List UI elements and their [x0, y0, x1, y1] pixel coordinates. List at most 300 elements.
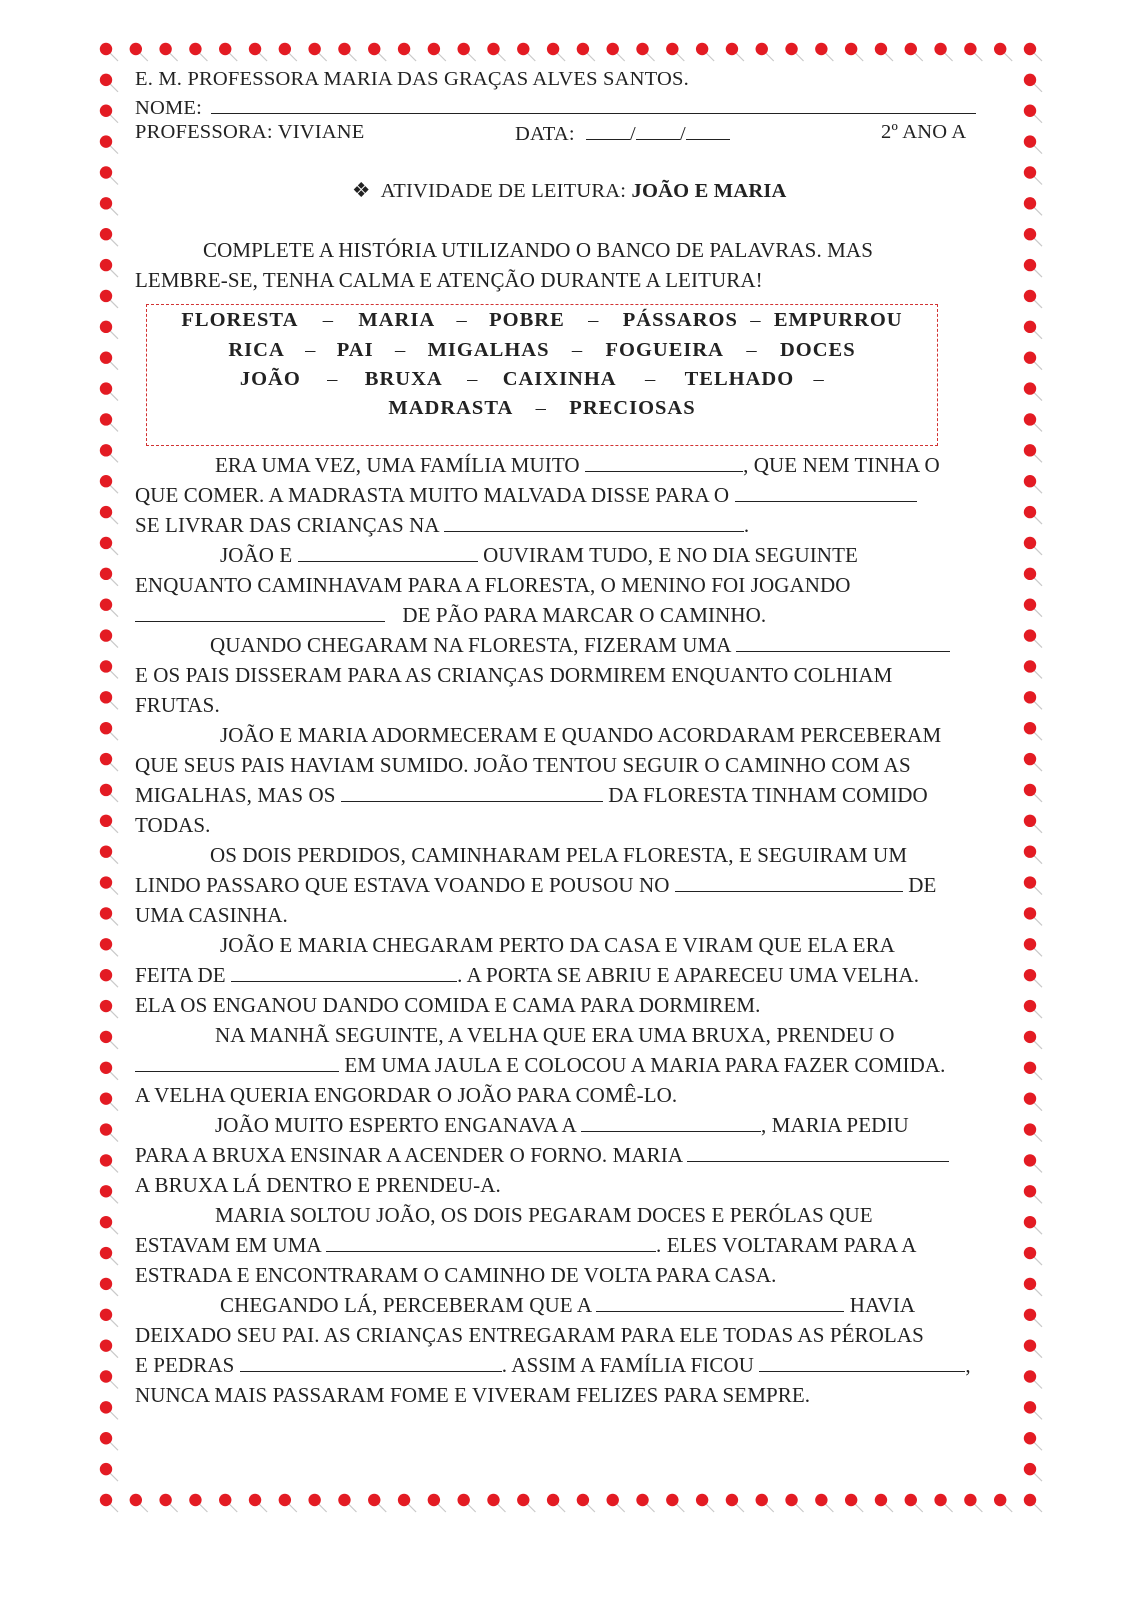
- border-dot: [100, 753, 112, 765]
- story-text: .: [743, 513, 750, 537]
- border-dot: [785, 1494, 797, 1506]
- story-text: MIGALHAS, MAS OS: [135, 783, 336, 807]
- story-text: EM UMA JAULA E COLOCOU A MARIA PARA FAZER COMIDA.: [344, 1053, 946, 1077]
- word-bank-separator: –: [535, 397, 547, 419]
- word-bank-word: JOÃO: [239, 368, 301, 390]
- border-dot: [100, 691, 112, 703]
- border-dot: [785, 43, 797, 55]
- story-line: [135, 1230, 995, 1260]
- date-year-blank[interactable]: [686, 121, 730, 140]
- border-dot: [1024, 1062, 1036, 1074]
- border-dot-tail: [140, 1504, 148, 1512]
- border-dot: [100, 1401, 112, 1413]
- fill-blank[interactable]: [231, 963, 457, 982]
- story-text: ESTRADA E ENCONTRARAM O CAMINHO DE VOLTA PARA CASA.: [135, 1263, 777, 1287]
- border-dot-tail: [855, 53, 863, 61]
- border-dot: [249, 43, 261, 55]
- border-dot-tail: [557, 1504, 565, 1512]
- border-dot: [994, 43, 1006, 55]
- border-dot: [1024, 1000, 1036, 1012]
- border-dot-tail: [110, 1226, 118, 1234]
- border-dot: [1024, 444, 1036, 456]
- date-month-blank[interactable]: [636, 121, 680, 140]
- border-dot-tail: [736, 53, 744, 61]
- story-text: TODAS.: [135, 813, 211, 837]
- border-dot-tail: [110, 948, 118, 956]
- border-dot-tail: [110, 732, 118, 740]
- border-dot-tail: [647, 1504, 655, 1512]
- date-group: [515, 121, 730, 146]
- story-text: PARA A BRUXA ENSINAR A ACENDER O FORNO. MARIA: [135, 1143, 682, 1167]
- border-dot: [189, 43, 201, 55]
- border-dot-tail: [468, 1504, 476, 1512]
- story-line: [135, 810, 995, 840]
- border-dot: [1024, 506, 1036, 518]
- border-dot-tail: [527, 1504, 535, 1512]
- border-dot-tail: [110, 763, 118, 771]
- border-dot-tail: [438, 1504, 446, 1512]
- name-label: NOME:: [135, 97, 203, 119]
- instructions-line-1: COMPLETE A HISTÓRIA UTILIZANDO O BANCO DE PALAVRAS. MAS: [203, 238, 873, 262]
- border-dot: [249, 1494, 261, 1506]
- story-line: [220, 930, 1080, 960]
- border-dot: [100, 352, 112, 364]
- border-dot-tail: [378, 53, 386, 61]
- border-dot: [1024, 352, 1036, 364]
- story-text: FRUTAS.: [135, 693, 220, 717]
- story-line: [135, 1170, 995, 1200]
- border-dot-tail: [229, 53, 237, 61]
- border-dot-tail: [885, 53, 893, 61]
- border-dot-tail: [110, 547, 118, 555]
- border-dot-tail: [1034, 393, 1042, 401]
- border-dot-tail: [1034, 1010, 1042, 1018]
- border-dot: [1024, 815, 1036, 827]
- story-line: [215, 450, 1005, 480]
- border-dot-tail: [110, 454, 118, 462]
- border-dot-tail: [110, 207, 118, 215]
- border-dot: [815, 1494, 827, 1506]
- story-line: [220, 540, 1080, 570]
- border-dot-tail: [1034, 269, 1042, 277]
- border-dot: [130, 1494, 142, 1506]
- border-dot-tail: [1034, 670, 1042, 678]
- word-bank-separator: –: [750, 309, 762, 331]
- border-dot-tail: [1034, 331, 1042, 339]
- border-dot-tail: [706, 1504, 714, 1512]
- word-bank-row-2: [147, 339, 937, 362]
- border-dot: [100, 784, 112, 796]
- border-dot: [1024, 1494, 1036, 1506]
- story-line: [135, 960, 995, 990]
- story-line: [210, 840, 1070, 870]
- date-label: DATA:: [515, 123, 575, 145]
- border-dot-tail: [1034, 578, 1042, 586]
- border-dot: [1024, 599, 1036, 611]
- story-text: OS DOIS PERDIDOS, CAMINHARAM PELA FLORESTA, E SEGUIRAM UM: [210, 843, 908, 867]
- border-dot-tail: [676, 1504, 684, 1512]
- border-dot: [100, 259, 112, 271]
- story-line: [220, 720, 1080, 750]
- border-dot: [1024, 784, 1036, 796]
- fill-blank[interactable]: [135, 1053, 339, 1072]
- border-dot-tail: [1034, 1257, 1042, 1265]
- story-text: E OS PAIS DISSERAM PARA AS CRIANÇAS DORMIREM ENQUANTO COLHIAM: [135, 663, 893, 687]
- border-dot-tail: [110, 701, 118, 709]
- border-dot: [517, 1494, 529, 1506]
- story-line: [135, 1320, 995, 1350]
- border-dot-tail: [945, 53, 953, 61]
- border-dot: [100, 1309, 112, 1321]
- story-text: ESTAVAM EM UMA: [135, 1233, 321, 1257]
- border-dot: [100, 1247, 112, 1259]
- border-dot-tail: [110, 609, 118, 617]
- border-dot-tail: [199, 1504, 207, 1512]
- border-dot: [845, 43, 857, 55]
- word-bank-separator: –: [456, 309, 468, 331]
- border-dot: [100, 1185, 112, 1197]
- word-bank-word: MARIA: [358, 309, 436, 331]
- border-dot-tail: [110, 1319, 118, 1327]
- border-dot: [1024, 753, 1036, 765]
- border-dot: [875, 1494, 887, 1506]
- border-dot-tail: [110, 146, 118, 154]
- border-dot: [1024, 290, 1036, 302]
- border-dot: [100, 1031, 112, 1043]
- border-dot: [100, 1463, 112, 1475]
- border-dot-tail: [1034, 300, 1042, 308]
- grade-label: 2º ANO A: [881, 121, 967, 143]
- border-dot: [100, 969, 112, 981]
- border-dot: [1024, 1092, 1036, 1104]
- word-bank-separator: –: [813, 368, 825, 390]
- story-line: [135, 870, 995, 900]
- fill-blank[interactable]: [341, 783, 603, 802]
- word-bank-row-4: [147, 397, 937, 420]
- border-dot: [100, 1339, 112, 1351]
- border-dot: [100, 166, 112, 178]
- story-line: [215, 1110, 1005, 1140]
- border-dot-tail: [825, 1504, 833, 1512]
- border-dot-tail: [1034, 763, 1042, 771]
- border-dot-tail: [617, 1504, 625, 1512]
- border-dot-tail: [766, 1504, 774, 1512]
- border-dot: [100, 1123, 112, 1135]
- story-text: A BRUXA LÁ DENTRO E PRENDEU-A.: [135, 1173, 501, 1197]
- date-day-blank[interactable]: [586, 121, 630, 140]
- border-dot: [1024, 1123, 1036, 1135]
- border-dot: [100, 1092, 112, 1104]
- border-dot: [100, 938, 112, 950]
- word-bank-word: MIGALHAS: [427, 339, 550, 361]
- border-dot-tail: [676, 53, 684, 61]
- story-line: [135, 1350, 995, 1380]
- border-dot: [457, 1494, 469, 1506]
- story-text: , MARIA PEDIU: [761, 1113, 909, 1137]
- border-dot: [100, 568, 112, 580]
- fill-blank[interactable]: [736, 633, 950, 652]
- border-dot: [1024, 74, 1036, 86]
- border-dot-tail: [1034, 362, 1042, 370]
- border-dot: [934, 1494, 946, 1506]
- story-line: [135, 480, 995, 510]
- border-dot-tail: [259, 53, 267, 61]
- instructions-line-2: LEMBRE-SE, TENHA CALMA E ATENÇÃO DURANTE A LEITURA!: [135, 268, 763, 292]
- border-dot: [517, 43, 529, 55]
- border-dot: [636, 1494, 648, 1506]
- word-bank-word: PRECIOSAS: [569, 397, 696, 419]
- border-dot: [279, 1494, 291, 1506]
- border-dot-tail: [974, 1504, 982, 1512]
- border-dot-tail: [1034, 1164, 1042, 1172]
- border-dot-tail: [110, 53, 118, 61]
- border-dot-tail: [1034, 485, 1042, 493]
- fill-blank[interactable]: [596, 1293, 844, 1312]
- story-line: [135, 1050, 995, 1080]
- border-dot-tail: [1034, 1350, 1042, 1358]
- fill-blank[interactable]: [326, 1233, 656, 1252]
- border-dot-tail: [1034, 887, 1042, 895]
- border-dot: [666, 43, 678, 55]
- border-dot: [100, 722, 112, 734]
- bullet-diamond-icon: ❖: [352, 180, 371, 202]
- border-dot: [666, 1494, 678, 1506]
- border-dot: [100, 444, 112, 456]
- story-text: ,: [965, 1353, 971, 1377]
- story-text: QUE COMER. A MADRASTA MUITO MALVADA DISSE PARA O: [135, 483, 730, 507]
- border-dot: [905, 43, 917, 55]
- border-dot: [1024, 1432, 1036, 1444]
- border-dot: [100, 537, 112, 549]
- border-dot-tail: [110, 1381, 118, 1389]
- story-text: QUANDO CHEGARAM NA FLORESTA, FIZERAM UMA: [210, 633, 731, 657]
- fill-blank[interactable]: [759, 1353, 965, 1372]
- border-dot: [308, 43, 320, 55]
- border-dot: [1024, 321, 1036, 333]
- border-dot-tail: [1034, 1473, 1042, 1481]
- border-dot-tail: [110, 1134, 118, 1142]
- border-dot: [934, 43, 946, 55]
- border-dot-tail: [796, 53, 804, 61]
- border-dot-tail: [1034, 1442, 1042, 1450]
- border-dot: [100, 1062, 112, 1074]
- border-dot: [607, 1494, 619, 1506]
- story-line: [210, 630, 1000, 660]
- border-dot-tail: [110, 1411, 118, 1419]
- border-dot: [338, 1494, 350, 1506]
- border-dot-tail: [110, 825, 118, 833]
- border-dot: [100, 1370, 112, 1382]
- story-text: DE PÃO PARA MARCAR O CAMINHO.: [402, 603, 767, 627]
- border-dot: [547, 43, 559, 55]
- activity-title-prefix: ATIVIDADE DE LEITURA:: [380, 180, 627, 202]
- border-dot-tail: [1034, 1134, 1042, 1142]
- border-dot-tail: [1034, 825, 1042, 833]
- fill-blank[interactable]: [240, 1353, 502, 1372]
- border-dot: [100, 413, 112, 425]
- story-line: [215, 1020, 1075, 1050]
- border-dot-tail: [736, 1504, 744, 1512]
- story-text: MARIA SOLTOU JOÃO, OS DOIS PEGARAM DOCES E PERÓLAS QUE: [215, 1203, 873, 1227]
- border-dot-tail: [140, 53, 148, 61]
- border-dot-tail: [110, 1072, 118, 1080]
- border-dot: [189, 1494, 201, 1506]
- fill-blank[interactable]: [444, 513, 744, 532]
- story-text: ERA UMA VEZ, UMA FAMÍLIA MUITO: [215, 453, 580, 477]
- border-dot-tail: [229, 1504, 237, 1512]
- story-text: . ELES VOLTARAM PARA A: [656, 1233, 917, 1257]
- word-bank-row-1: [147, 309, 937, 332]
- story-text: E PEDRAS: [135, 1353, 235, 1377]
- border-dot-tail: [170, 53, 178, 61]
- border-dot: [100, 1154, 112, 1166]
- border-dot: [1024, 691, 1036, 703]
- border-dot-tail: [110, 331, 118, 339]
- fill-blank[interactable]: [687, 1143, 949, 1162]
- border-dot: [1024, 660, 1036, 672]
- border-dot-tail: [199, 53, 207, 61]
- border-dot-tail: [497, 1504, 505, 1512]
- story-text: LINDO PASSARO QUE ESTAVA VOANDO E POUSOU NO: [135, 873, 670, 897]
- activity-story-name: JOÃO E MARIA: [631, 180, 787, 202]
- border-dot: [1024, 475, 1036, 487]
- word-bank-row-3: [147, 368, 937, 391]
- border-dot-tail: [110, 640, 118, 648]
- border-dot-tail: [110, 1288, 118, 1296]
- name-blank[interactable]: [211, 95, 976, 114]
- story-text: NA MANHÃ SEGUINTE, A VELHA QUE ERA UMA BRUXA, PRENDEU O: [215, 1023, 895, 1047]
- word-bank-word: POBRE: [489, 309, 565, 331]
- border-dot-tail: [110, 393, 118, 401]
- border-dot-tail: [796, 1504, 804, 1512]
- story-line: [215, 1200, 1075, 1230]
- story-line: [135, 1380, 995, 1410]
- border-dot-tail: [766, 53, 774, 61]
- border-dot: [1024, 1278, 1036, 1290]
- story-text: DE: [908, 873, 937, 897]
- border-dot-tail: [855, 1504, 863, 1512]
- border-dot: [100, 135, 112, 147]
- border-dot-tail: [468, 53, 476, 61]
- border-dot-tail: [1034, 176, 1042, 184]
- border-dot: [159, 43, 171, 55]
- border-dot-tail: [974, 53, 982, 61]
- border-dot: [636, 43, 648, 55]
- border-dot: [845, 1494, 857, 1506]
- border-dot: [308, 1494, 320, 1506]
- border-dot: [726, 1494, 738, 1506]
- border-dot-tail: [1034, 1103, 1042, 1111]
- border-dot-tail: [110, 1164, 118, 1172]
- border-dot: [1024, 907, 1036, 919]
- border-dot: [964, 1494, 976, 1506]
- border-dot: [428, 1494, 440, 1506]
- border-dot: [428, 43, 440, 55]
- border-dot: [994, 1494, 1006, 1506]
- border-dot: [100, 1216, 112, 1228]
- border-dot-tail: [1034, 84, 1042, 92]
- word-bank-box: [146, 304, 938, 446]
- border-dot: [219, 43, 231, 55]
- border-dot-tail: [110, 794, 118, 802]
- border-dot: [368, 43, 380, 55]
- border-dot: [100, 845, 112, 857]
- word-bank-word: BRUXA: [364, 368, 443, 390]
- story-line: [220, 1290, 1080, 1320]
- story-line: [135, 750, 995, 780]
- fill-blank[interactable]: [735, 483, 917, 502]
- word-bank-separator: –: [645, 368, 657, 390]
- border-dot: [100, 599, 112, 611]
- border-dot-tail: [110, 269, 118, 277]
- border-dot: [100, 815, 112, 827]
- border-dot-tail: [408, 53, 416, 61]
- border-dot-tail: [110, 485, 118, 493]
- story-text: JOÃO MUITO ESPERTO ENGANAVA A: [215, 1113, 576, 1137]
- border-dot-tail: [319, 53, 327, 61]
- word-bank-word: TELHADO: [684, 368, 795, 390]
- border-dot-tail: [110, 1257, 118, 1265]
- border-dot-tail: [1034, 1381, 1042, 1389]
- fill-blank[interactable]: [581, 1113, 761, 1132]
- border-dot: [1024, 1370, 1036, 1382]
- story-text: DEIXADO SEU PAI. AS CRIANÇAS ENTREGARAM PARA ELE TODAS AS PÉROLAS: [135, 1323, 924, 1347]
- story-text: ELA OS ENGANOU DANDO COMIDA E CAMA PARA DORMIREM.: [135, 993, 761, 1017]
- story-text: JOÃO E MARIA CHEGARAM PERTO DA CASA E VIRAM QUE ELA ERA: [220, 933, 895, 957]
- border-dot-tail: [497, 53, 505, 61]
- border-dot-tail: [1034, 1411, 1042, 1419]
- border-dot-tail: [1034, 1072, 1042, 1080]
- story-text: QUE SEUS PAIS HAVIAM SUMIDO. JOÃO TENTOU SEGUIR O CAMINHO COM AS: [135, 753, 911, 777]
- border-dot-tail: [110, 1041, 118, 1049]
- border-dot: [398, 1494, 410, 1506]
- story-text: JOÃO E: [220, 543, 293, 567]
- border-dot: [607, 43, 619, 55]
- border-dot: [1024, 1247, 1036, 1259]
- school-name: E. M. PROFESSORA MARIA DAS GRAÇAS ALVES SANTOS.: [135, 68, 689, 90]
- word-bank-word: MADRASTA: [388, 397, 514, 419]
- border-dot-tail: [110, 1350, 118, 1358]
- border-dot-tail: [408, 1504, 416, 1512]
- border-dot-tail: [1034, 701, 1042, 709]
- word-bank-word: FLORESTA: [181, 309, 299, 331]
- word-bank-separator: –: [394, 339, 407, 361]
- border-dot-tail: [110, 300, 118, 308]
- word-bank-word: DOCES: [779, 339, 856, 361]
- border-dot-tail: [1034, 146, 1042, 154]
- border-dot: [1024, 1339, 1036, 1351]
- border-dot-tail: [110, 516, 118, 524]
- border-dot-tail: [617, 53, 625, 61]
- border-dot: [100, 1278, 112, 1290]
- fill-blank[interactable]: [135, 603, 385, 622]
- border-dot: [1024, 43, 1036, 55]
- border-dot-tail: [110, 238, 118, 246]
- fill-blank[interactable]: [298, 543, 478, 562]
- border-dot: [964, 43, 976, 55]
- story-text: UMA CASINHA.: [135, 903, 288, 927]
- story-text: FEITA DE: [135, 963, 226, 987]
- story-line: [135, 1140, 995, 1170]
- border-dot: [100, 290, 112, 302]
- border-dot-tail: [259, 1504, 267, 1512]
- fill-blank[interactable]: [675, 873, 903, 892]
- border-dot-tail: [1034, 207, 1042, 215]
- border-dot: [1024, 197, 1036, 209]
- fill-blank[interactable]: [585, 453, 743, 472]
- border-dot-tail: [110, 176, 118, 184]
- word-bank-separator: –: [571, 339, 584, 361]
